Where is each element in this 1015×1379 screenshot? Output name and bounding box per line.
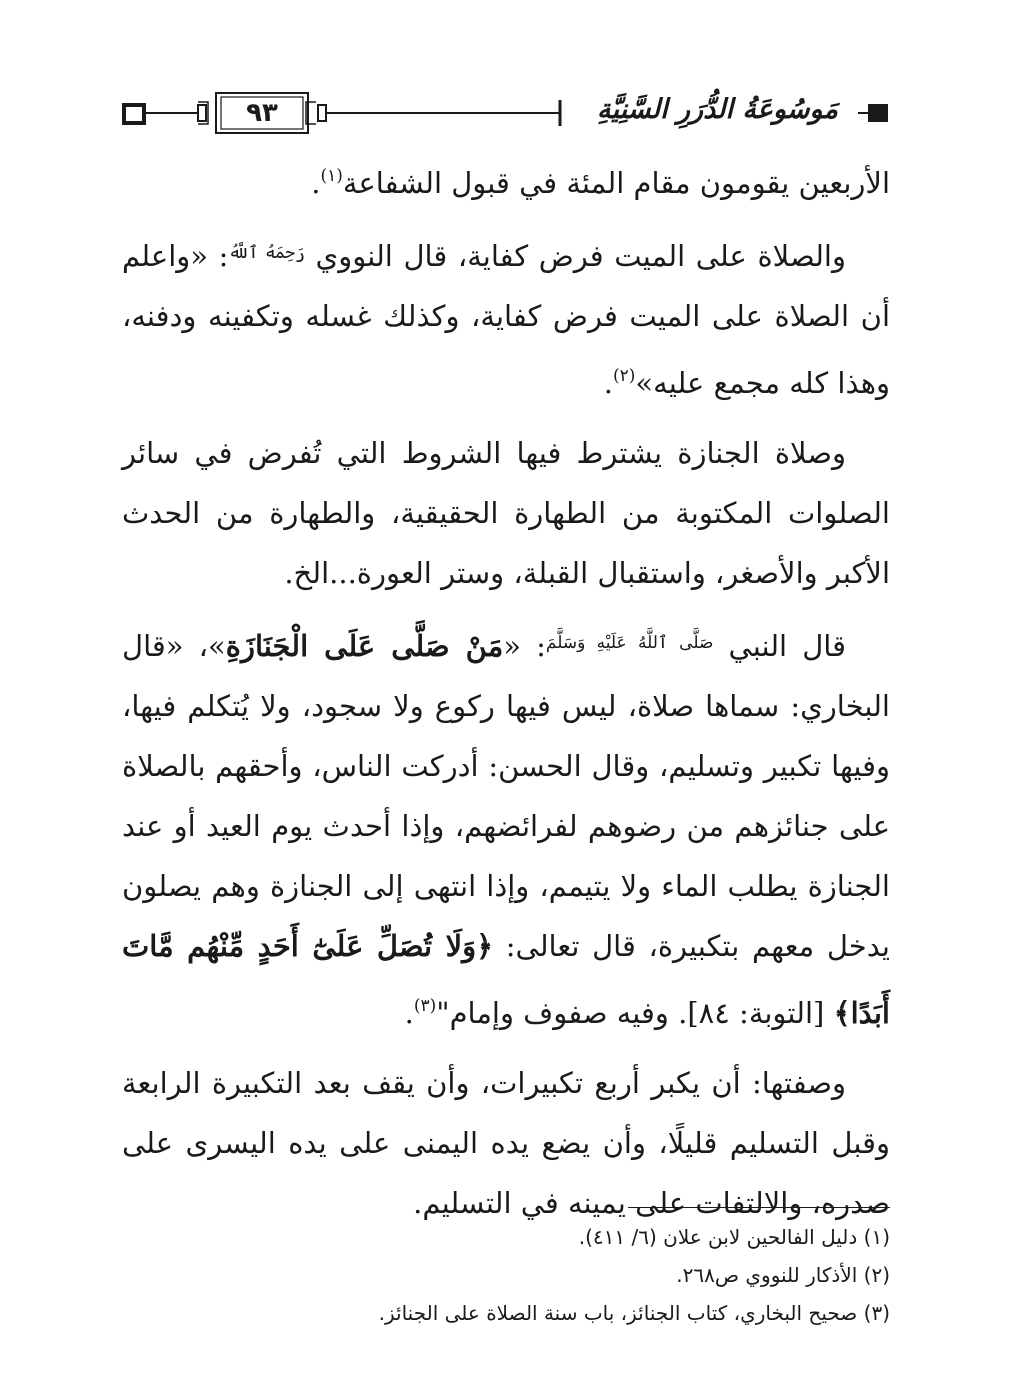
paragraph-4: قال النبي $^{صَلَّى ٱللَّهُ عَلَيْهِ وَسَلَّمَ}$: «مَنْ صَلَّى عَلَى الْجَنَازَةِ»، «قال البخاري: سماها صلاة، ليس فيها ركوع ولا سجود، ولا يُتكلم فيها، وفيها تكبير وتسليم، وقال الحسن: أدركت الناس، وأحقهم بالصلاة على جنائزهم من رضوهم لفرائضهم، وإذا أحدث يوم العيد أو عند الجنازة يطلب الماء ولا يتيمم، وإذا انتهى إلى الجنازة وهم يصلون يدخل معهم بتكبيرة، قال تعالى: ﴿وَلَا تُصَلِّ عَلَىٰٓ أَحَدٍ مِّنْهُم مَّاتَ أَبَدًا﴾ [التوبة: ٨٤]. وفيه صفوف وإمام"$^{(٣)}$. (122, 629, 890, 1030)
quran-verse: ﴿وَلَا تُصَلِّ عَلَىٰٓ أَحَدٍ مِّنْهُم مَّاتَ أَبَدًا﴾ (122, 929, 890, 1030)
footnote-ref-1: (١) (320, 166, 343, 186)
footnotes (200, 1218, 890, 1332)
page-number: ٩٣ (246, 98, 278, 128)
hadith-text: مَنْ صَلَّى عَلَى الْجَنَازَةِ (225, 629, 504, 663)
paragraph-2: والصلاة على الميت فرض كفاية، قال النووي $^{رَحِمَهُ ٱللَّهُ}$: «واعلم أن الصلاة على الميت فرض كفاية، وكذلك غسله وتكفينه ودفنه، وهذا كله مجمع عليه»$^{(٢)}$. (122, 239, 890, 400)
footnote-2: (٢) الأذكار للنووي ص٢٦٨. (676, 1263, 890, 1287)
footnote-ref-3: (٣) (413, 996, 437, 1016)
footnote-ref-2: (٢) (612, 366, 636, 386)
footnote-separator (628, 1207, 890, 1208)
honorific-glyph: رَحِمَهُ ٱللَّهُ (228, 243, 305, 263)
footnote-1: (١) دليل الفالحين لابن علان (٦/ ٤١١). (578, 1225, 890, 1249)
page-header (120, 82, 890, 144)
salawat-glyph: صَلَّى ٱللَّهُ عَلَيْهِ وَسَلَّمَ (545, 633, 714, 653)
verse-citation: [التوبة: ٨٤]. (668, 996, 834, 1030)
book-title: مَوسُوعَةُ الدُّرَرِ السَّنِيَّةِ (597, 94, 838, 125)
paragraph-3: وصلاة الجنازة يشترط فيها الشروط التي تُفرض في سائر الصلوات المكتوبة من الطهارة الحقيقية، والطهارة من الحدث الأكبر والأصغر، واستقبال القبلة، وستر العورة...الخ. (122, 436, 890, 590)
paragraph-1: الأربعين يقومون مقام المئة في قبول الشفاعة$^{(١)}$. (311, 166, 890, 200)
paragraph-5: وصفتها: أن يكبر أربع تكبيرات، وأن يقف بعد التكبيرة الرابعة وقبل التسليم قليلًا، وأن يضع يده اليمنى على يده اليسرى على صدره، والالتفات على يمينه في التسليم. (122, 1066, 890, 1220)
footnote-3: (٣) صحيح البخاري، كتاب الجنائز، باب سنة الصلاة على الجنائز. (378, 1301, 890, 1325)
main-text (122, 146, 890, 1243)
